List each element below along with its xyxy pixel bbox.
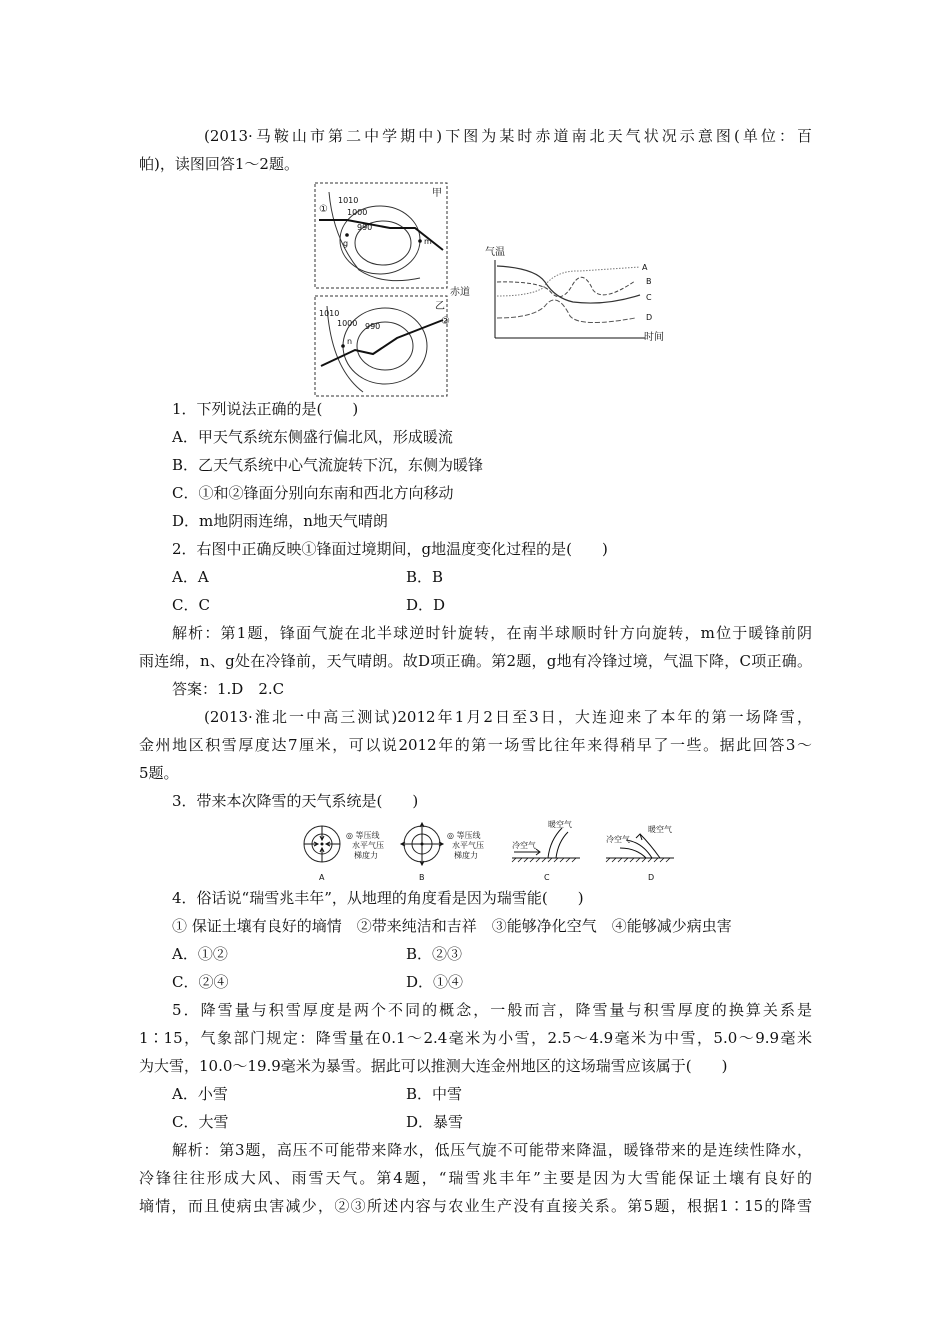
- curve-B: [497, 277, 635, 296]
- q5-option-b: B．中雪: [406, 1085, 463, 1103]
- curve-D-label: D: [646, 313, 653, 322]
- system-A-gradient-label-2: 梯度力: [354, 851, 378, 860]
- jia-isobar-1000: 1000: [347, 208, 368, 217]
- analysis-2-line-1: 解析：第3题，高压不可能带来降水，低压气旋不可能带来降温，暖锋带来的是连续性降水，: [172, 1141, 812, 1159]
- jia-isobar-990: 990: [357, 223, 373, 232]
- q4-stem: 4．俗话说“瑞雪兆丰年”，从地理的角度看是因为瑞雪能( ): [172, 889, 584, 907]
- yi-isobar-1000: 1000: [337, 319, 358, 328]
- front-1-label: ①: [319, 204, 328, 215]
- q1-stem: 1．下列说法正确的是( ): [172, 400, 359, 418]
- system-A: [304, 826, 384, 882]
- system-B-gradient-label-2: 梯度力: [454, 851, 478, 860]
- intro-1-line-2: 帕)，读图回答1～2题。: [139, 155, 299, 173]
- intro-1-line-1: (2013·马鞍山市第二中学期中)下图为某时赤道南北天气状况示意图(单位：百: [204, 127, 812, 145]
- q3-stem: 3．带来本次降雪的天气系统是( ): [172, 792, 419, 810]
- q4-options: ① 保证土壤有良好的墒情 ②带来纯洁和吉祥 ③能够净化空气 ④能够减少病虫害: [172, 917, 732, 935]
- system-D-label: D: [648, 873, 655, 882]
- intro-2-line-3: 5题。: [139, 764, 179, 782]
- curve-A: [497, 267, 640, 296]
- weather-map-figure: [305, 178, 675, 400]
- curve-D: [497, 300, 635, 323]
- q5-line-2: 1∶15，气象部门规定：降雪量在0.1～2.4毫米为小雪，2.5～4.9毫米为中雪，5.0～9.9毫米: [139, 1029, 812, 1047]
- q5-option-c: C．大雪: [172, 1113, 229, 1131]
- yi-isobar-1010: 1010: [319, 309, 340, 318]
- chart-x-label: 时间: [644, 332, 664, 343]
- q5-line-3: 为大雪，10.0～19.9毫米为暴雪。据此可以推测大连金州地区的这场瑞雪应该属于( ): [139, 1057, 728, 1075]
- curve-A-label: A: [642, 263, 648, 272]
- point-g-label: g: [343, 239, 349, 248]
- system-A-isobar-label: ◎ 等压线: [346, 831, 380, 840]
- point-n-label: n: [347, 337, 353, 346]
- system-C: [512, 819, 580, 882]
- q2-option-d: D．D: [406, 596, 446, 614]
- system-C-label: C: [544, 873, 550, 882]
- analysis-2-line-3: 墒情，而且使病虫害减少，②③所述内容与农业生产没有直接关系。第5题，根据1∶15的降雪: [139, 1197, 812, 1215]
- analysis-2-line-2: 冷锋往往形成大风、雨雪天气。第4题，“瑞雪兆丰年”主要是因为大雪能保证土壤有良好的: [139, 1169, 812, 1187]
- system-B: [401, 823, 484, 882]
- front-2-label: ②: [441, 316, 450, 327]
- jia-box: [315, 183, 447, 288]
- answer-1: 答案：1.D 2.C: [172, 680, 285, 698]
- system-C-cold-air: 冷空气: [512, 841, 536, 850]
- system-A-label: A: [319, 873, 325, 882]
- q4-option-d: D．①④: [406, 973, 464, 991]
- equator-label: 赤道: [450, 287, 470, 298]
- system-C-warm-air: 暖空气: [548, 820, 572, 829]
- system-B-gradient-label: 水平气压: [452, 841, 484, 850]
- intro-2-line-1: (2013·淮北一中高三测试)2012年1月2日至3日，大连迎来了本年的第一场降雪，: [204, 708, 812, 726]
- q1-option-d: D．m地阴雨连绵，n地天气晴朗: [172, 512, 388, 530]
- q5-option-d: D．暴雪: [406, 1113, 464, 1131]
- analysis-1-line-2: 雨连绵，n、g处在冷锋前，天气晴朗。故D项正确。第2题，g地有冷锋过境，气温下降，C项正确。: [139, 652, 812, 670]
- q1-option-a: A．甲天气系统东侧盛行偏北风，形成暖流: [172, 428, 453, 446]
- q2-stem: 2．右图中正确反映①锋面过境期间，g地温度变化过程的是( ): [172, 540, 608, 558]
- q4-option-b: B．②③: [406, 945, 463, 963]
- q5-line-1: 5．降雪量与积雪厚度是两个不同的概念，一般而言，降雪量与积雪厚度的换算关系是: [172, 1001, 812, 1019]
- q1-option-b: B．乙天气系统中心气流旋转下沉，东侧为暖锋: [172, 456, 484, 474]
- point-m-label: m: [424, 237, 432, 246]
- q4-option-a: A．①②: [172, 945, 228, 963]
- curve-B-label: B: [646, 277, 652, 286]
- system-B-label: B: [419, 873, 425, 882]
- q5-option-a: A．小雪: [172, 1085, 228, 1103]
- intro-2-line-2: 金州地区积雪厚度达7厘米，可以说2012年的第一场雪比往年来得稍早了一些。据此回答3～: [139, 736, 812, 754]
- system-D-warm-air: 暖空气: [648, 825, 672, 834]
- analysis-1-line-1: 解析：第1题，锋面气旋在北半球逆时针旋转，在南半球顺时针方向旋转，m位于暖锋前阴: [172, 624, 812, 642]
- curve-C-label: C: [646, 293, 652, 302]
- chart-y-label: 气温: [485, 247, 505, 258]
- system-B-isobar-label: ◎ 等压线: [447, 831, 481, 840]
- system-A-gradient-label: 水平气压: [352, 841, 384, 850]
- system-D: [606, 824, 674, 882]
- q2-option-c: C．C: [172, 596, 210, 614]
- yi-isobar-990: 990: [365, 322, 381, 331]
- q2-option-b: B．B: [406, 568, 444, 586]
- q2-option-a: A．A: [172, 568, 209, 586]
- q1-option-c: C．①和②锋面分别向东南和西北方向移动: [172, 484, 454, 502]
- system-D-cold-air: 冷空气: [606, 835, 630, 844]
- weather-systems-figure: [300, 818, 700, 886]
- jia-label: 甲: [432, 188, 442, 199]
- jia-isobar-1010: 1010: [338, 196, 359, 205]
- q4-option-c: C．②④: [172, 973, 229, 991]
- yi-label: 乙: [435, 301, 445, 312]
